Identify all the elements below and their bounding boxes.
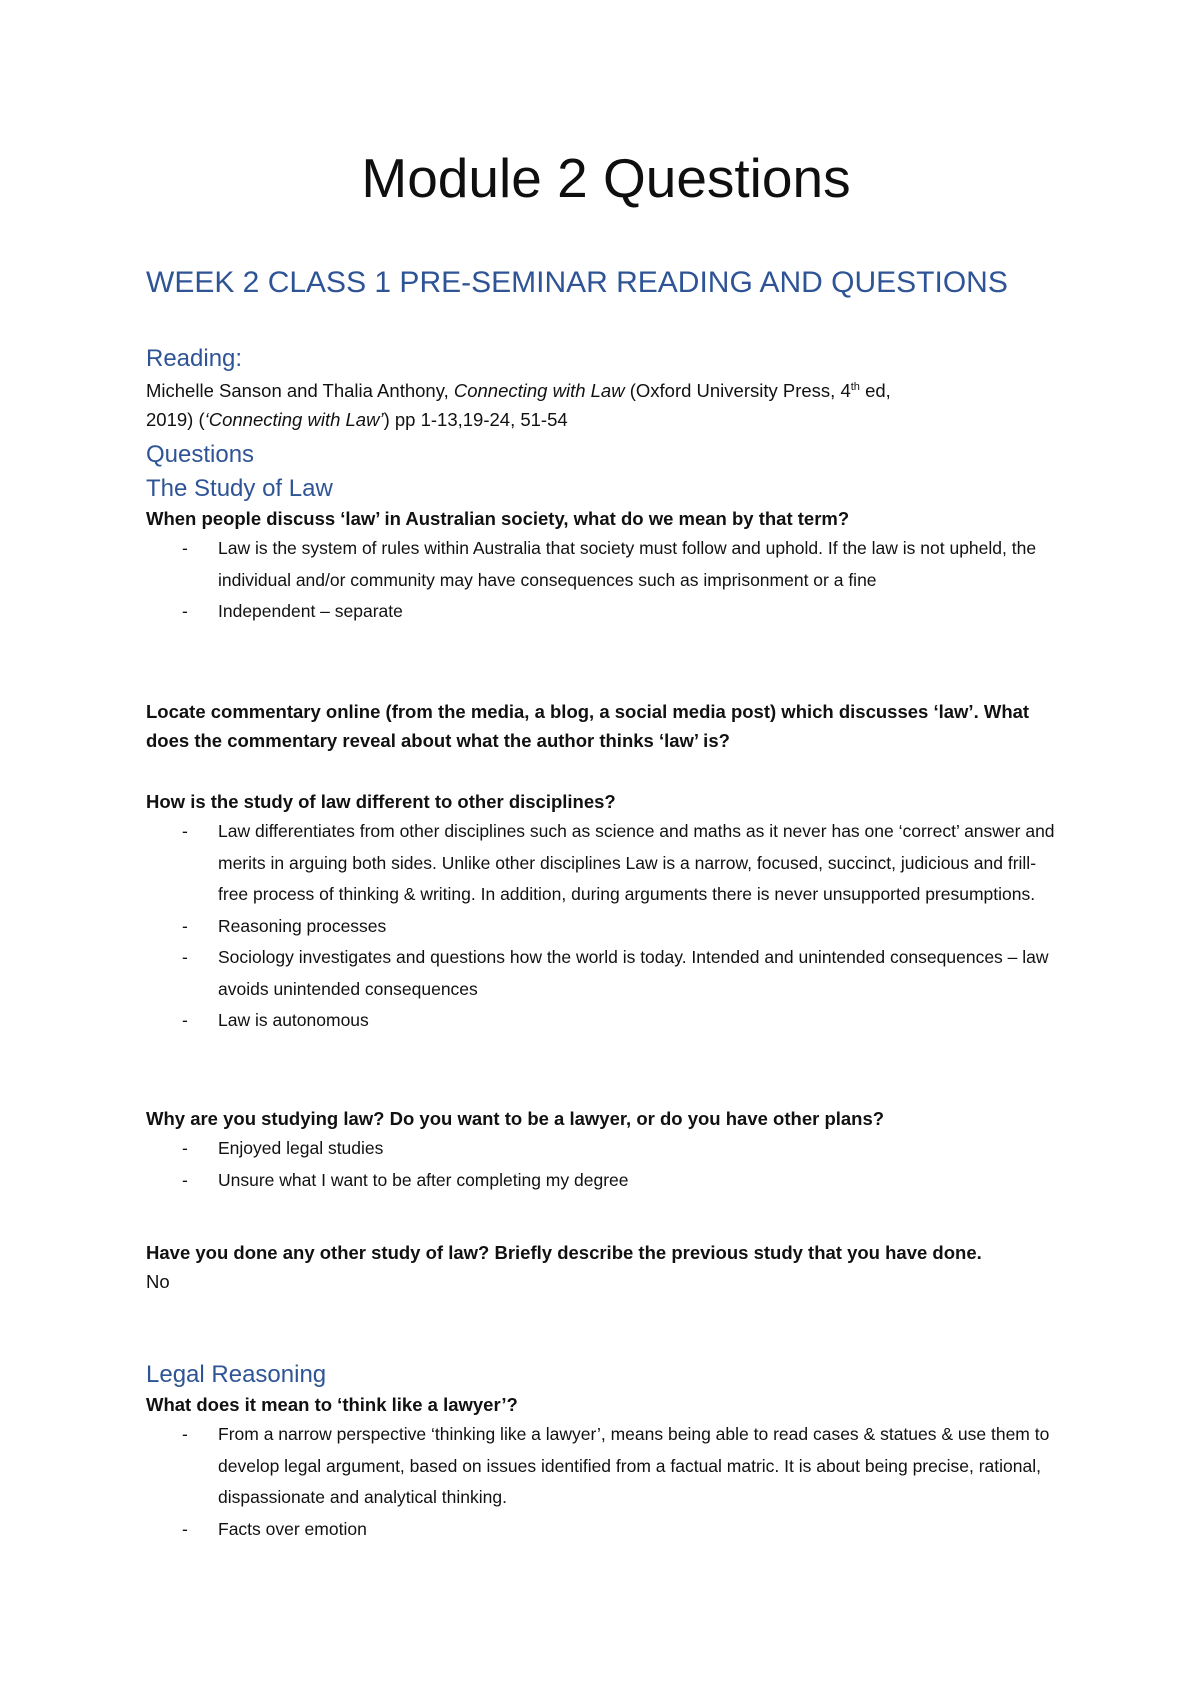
citation-ed-rest: ed, [859,380,891,401]
question-text: Have you done any other study of law? Briefly describe the previous study that you have done. [146,1242,982,1263]
answer-item: - Unsure what I want to be after completing my degree [218,1165,1066,1197]
question-block-2 [146,697,1066,755]
section-study-of-law-title: The Study of Law [146,475,333,502]
question-block-5 [146,1238,1066,1296]
question-text: Why are you studying law? Do you want to be a lawyer, or do you have other plans? [146,1108,885,1129]
question-block-4 [146,1104,1066,1196]
citation-authors: Michelle Sanson and Thalia Anthony, [146,380,454,401]
answer-text: No [146,1271,170,1292]
question-block-1 [146,504,1066,628]
questions-section [146,440,1066,504]
citation-short-title: ‘Connecting with Law’ [204,409,384,430]
citation-year: 2019) ( [146,409,205,430]
answer-list [146,533,1066,628]
answer-list [146,816,1066,1037]
question-text: When people discuss ‘law’ in Australian society, what do we mean by that term? [146,508,850,529]
answer-item: - Law is autonomous [218,1005,1066,1037]
citation-ed-sup: th [850,380,860,393]
question-text: What does it mean to ‘think like a lawyer’? [146,1394,518,1415]
answer-item: - Facts over emotion [218,1514,1066,1546]
answer-list [146,1133,1066,1196]
answer-item: - From a narrow perspective ‘thinking like a lawyer’, means being able to read cases & statues & use them to develop legal argument, based on issues identified from a factual matric. It is about being precise, rational, dispassionate and analytical thinking. [218,1419,1066,1514]
answer-item: - Law is the system of rules within Australia that society must follow and uphold. If the law is not upheld, the individual and/or community may have consequences such as imprisonment or a fine [218,533,1066,596]
questions-heading: Questions [146,441,255,468]
question-text: How is the study of law different to other disciplines? [146,791,616,812]
reading-citation [146,376,1066,434]
answer-item: - Enjoyed legal studies [218,1133,1066,1165]
answer-item: - Independent – separate [218,596,1066,628]
citation-publisher: (Oxford University Press, 4 [624,380,851,401]
question-block-3 [146,787,1066,1037]
reading-label: Reading: [146,345,243,372]
citation-pages: ) pp 1-13,19-24, 51-54 [383,409,568,430]
answer-item: - Law differentiates from other disciplines such as science and maths as it never has one ‘correct’ answer and merits in arguing both sides. Unlike other disciplines Law is a narrow, focused, succinct, judicious and frill-free process of thinking & writing. In addition, during arguments there is never unsupported presumptions. [218,816,1066,911]
week-heading: WEEK 2 CLASS 1 PRE-SEMINAR READING AND QUESTIONS [146,266,1008,299]
section-legal-reasoning-title: Legal Reasoning [146,1361,327,1388]
answer-item: - Reasoning processes [218,911,1066,943]
answer-item: - Sociology investigates and questions how the world is today. Intended and unintended consequences – law avoids unintended consequences [218,942,1066,1005]
reading-section [146,344,1066,434]
question-text: Locate commentary online (from the media, a blog, a social media post) which discusses ‘law’. What does the commentary reveal about what the author thinks ‘law’ is? [146,701,1030,751]
answer-list [146,1419,1066,1545]
document-title: Module 2 Questions [361,147,851,209]
citation-book: Connecting with Law [453,380,625,401]
legal-reasoning-section [146,1360,1066,1545]
